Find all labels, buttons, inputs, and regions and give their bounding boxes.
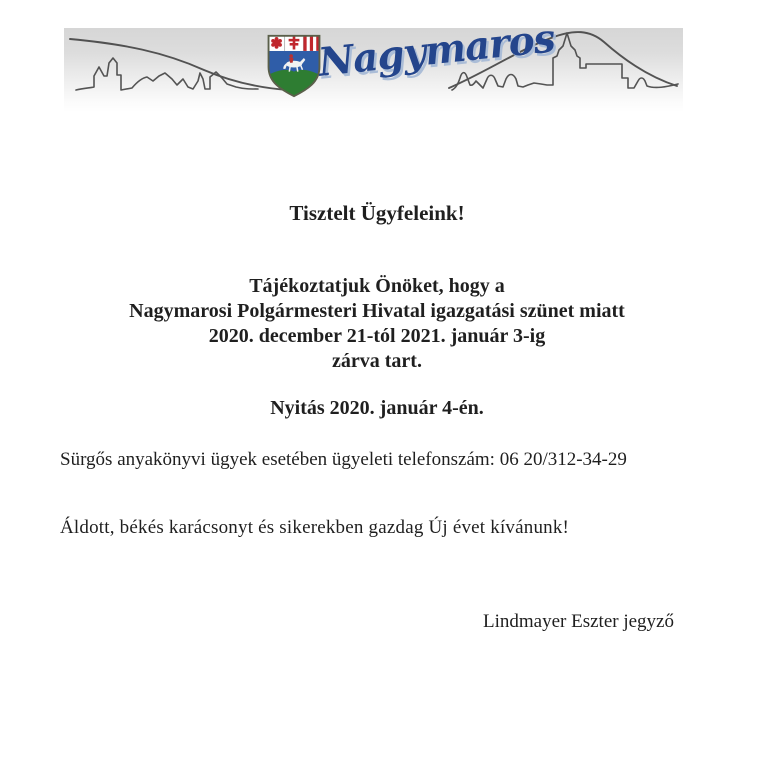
urgent-contact-line: Sürgős anyakönyvi ügyek esetében ügyeleti telefonszám: 06 20/312-34-29	[60, 449, 627, 470]
notice-line-1: Tájékoztatjuk Önöket, hogy a	[249, 275, 505, 297]
signature-line: Lindmayer Eszter jegyző	[483, 611, 674, 632]
nagymaros-letterhead-banner	[64, 15, 683, 112]
nagymaros-coat-of-arms	[264, 33, 324, 99]
reopening-line: Nyitás 2020. január 4-én.	[270, 397, 484, 419]
notice-line-2: Nagymarosi Polgármesteri Hivatal igazgatási szünet miatt	[129, 300, 625, 322]
holiday-greeting-line: Áldott, békés karácsonyt és sikerekben gazdag Új évet kívánunk!	[60, 517, 570, 538]
nagymaros-script-logo: Nagymaros	[316, 15, 557, 86]
notice-line-3: 2020. december 21-tól 2021. január 3-ig	[208, 325, 546, 347]
closure-notice-paragraph	[64, 274, 690, 374]
notice-line-4: zárva tart.	[332, 350, 422, 372]
salutation-heading: Tisztelt Ügyfeleink!	[289, 201, 465, 225]
